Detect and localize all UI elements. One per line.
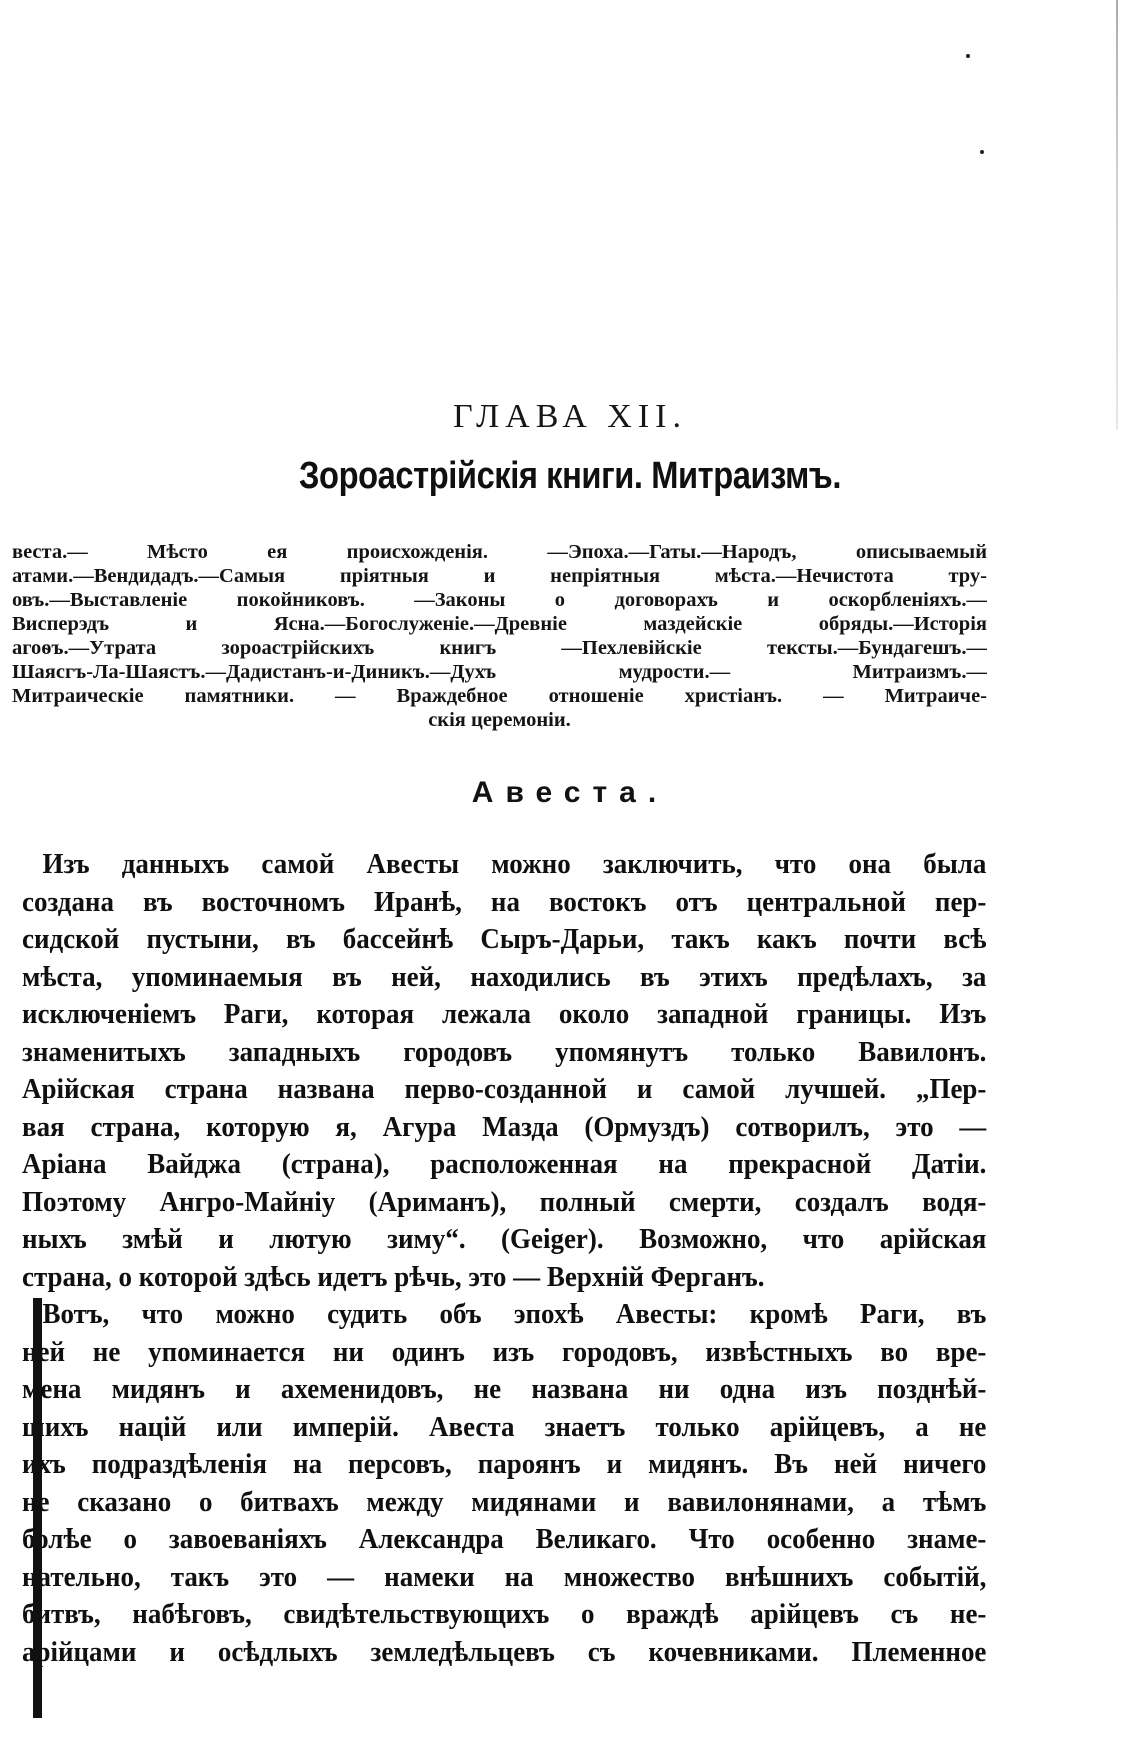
body-text [22, 846, 987, 1671]
body-line: создана въ восточномъ Иранѣ, на востокъ отъ центральной пер- [22, 885, 987, 918]
body-line: вая страна, которую я, Агура Мазда (Ормуздъ) сотворилъ, это — [22, 1110, 987, 1143]
summary-line: Шаясгъ-Ла-Шаястъ.—Дадистанъ-и-Диникъ.—Духъ мудрости.— Митраизмъ.— [12, 661, 987, 683]
body-line: ихъ подраздѣленія на персовъ, пароянъ и мидянъ. Въ ней ничего [22, 1448, 987, 1480]
body-line: арійцами и осѣдлыхъ земледѣльцевъ съ кочевниками. Племенное [22, 1635, 987, 1668]
body-line: мѣста, упоминаемыя въ ней, находились въ этихъ предѣлахъ, за [22, 960, 987, 993]
summary-line: веста.— Мѣсто ея происхожденія. —Эпоха.—Гаты.—Народъ, описываемый [12, 541, 987, 563]
body-line: нательно, такъ это — намеки на множество внѣшнихъ событій, [22, 1560, 987, 1593]
summary-line: Митраическіе памятники. — Враждебное отношеніе христіанъ. — Митраиче- [12, 685, 987, 707]
body-line: мена мидянъ и ахеменидовъ, не названа ни одна изъ позднѣй- [22, 1373, 987, 1405]
summary-line: Висперэдъ и Ясна.—Богослуженіе.—Древніе маздейскіе обряды.—Исторія [12, 613, 987, 635]
scan-edge-artifact [1116, 0, 1118, 430]
body-line: болѣе о завоеваніяхъ Александра Великаго. Что особенно знаме- [22, 1523, 987, 1555]
summary-line: скія церемоніи. [428, 709, 571, 731]
summary-line: агоѳъ.—Утрата зороастрійскихъ книгъ —Пехлевійскіе тексты.—Бундагешъ.— [12, 637, 987, 659]
body-line: ней не упоминается ни одинъ изъ городовъ, извѣстныхъ во вре- [22, 1335, 987, 1368]
body-line: Аріана Вайджа (страна), расположенная на прекрасной Датіи. [22, 1148, 987, 1180]
body-line: исключеніемъ Раги, которая лежала около западной границы. Изъ [22, 998, 987, 1030]
body-line: не сказано о битвахъ между мидянами и вавилонянами, а тѣмъ [22, 1485, 987, 1518]
chapter-number: ГЛАВА XII. [452, 398, 687, 435]
body-line: ныхъ змѣй и лютую зиму“. (Geiger). Возможно, что арійская [22, 1223, 987, 1255]
summary-line: овъ.—Выставленіе покойниковъ. —Законы о договорахъ и оскорбленіяхъ.— [12, 589, 987, 611]
chapter-summary [12, 540, 987, 732]
body-line: Вотъ, что можно судить объ эпохѣ Авесты: кромѣ Раги, въ [42, 1298, 987, 1330]
chapter-title: Зороастрійскія книги. Митраизмъ. [299, 455, 841, 497]
summary-line: атами.—Вендидадъ.—Самыя пріятныя и непріятныя мѣста.—Нечистота тру- [12, 565, 987, 587]
body-line: знаменитыхъ западныхъ городовъ упомянутъ только Вавилонъ. [22, 1035, 987, 1068]
body-line: шихъ націй или имперій. Авеста знаетъ только арійцевъ, а не [22, 1410, 987, 1443]
scan-speck [980, 150, 984, 154]
body-line: Поэтому Ангро-Майніу (Ариманъ), полный смерти, создалъ водя- [22, 1185, 987, 1218]
body-line: страна, о которой здѣсь идетъ рѣчь, это — Верхній Ферганъ. [22, 1260, 765, 1293]
body-line: Арійская страна названа перво-созданной и самой лучшей. „Пер- [22, 1073, 987, 1105]
body-line: Изъ данныхъ самой Авесты можно заключить, что она была [42, 848, 987, 880]
section-title: Авеста. [471, 776, 669, 809]
body-line: сидской пустыни, въ бассейнѣ Сыръ-Дарьи, такъ какъ почти всѣ [22, 923, 987, 955]
body-line: битвъ, набѣговъ, свидѣтельствующихъ о враждѣ арійцевъ съ не- [22, 1598, 987, 1630]
scan-speck [966, 54, 970, 58]
